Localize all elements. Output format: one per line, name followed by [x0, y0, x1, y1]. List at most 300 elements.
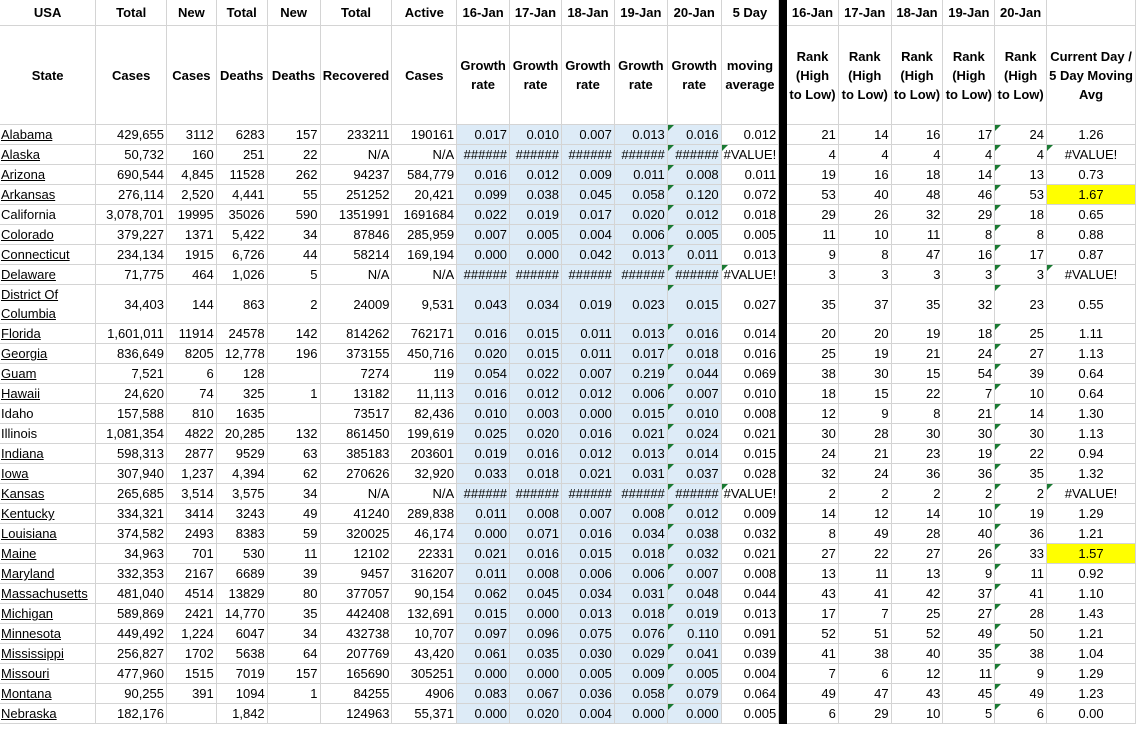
ratio-cell[interactable]: 0.65 [1047, 205, 1136, 225]
total-deaths-cell[interactable]: 251 [216, 145, 267, 165]
moving-average-cell[interactable]: 0.015 [721, 444, 779, 464]
growth-rate-cell[interactable]: 0.015 [510, 324, 562, 344]
ratio-cell[interactable]: 1.23 [1047, 684, 1136, 704]
growth-rate-cell[interactable]: ###### [457, 145, 510, 165]
growth-rate-cell[interactable]: 0.005 [510, 225, 562, 245]
growth-rate-cell[interactable]: 0.013 [614, 245, 667, 265]
growth-rate-cell[interactable]: 0.058 [614, 185, 667, 205]
total-cases-cell[interactable]: 836,649 [96, 344, 167, 364]
rank-cell[interactable]: 7 [838, 604, 891, 624]
rank-cell[interactable]: 25 [995, 324, 1047, 344]
rank-cell[interactable]: 8 [891, 404, 943, 424]
rank-cell[interactable]: 29 [787, 205, 839, 225]
total-cases-cell[interactable]: 182,176 [96, 704, 167, 724]
new-cases-cell[interactable]: 391 [167, 684, 217, 704]
rank-cell[interactable]: 51 [838, 624, 891, 644]
rank-cell[interactable]: 6 [787, 704, 839, 724]
total-cases-cell[interactable]: 1,601,011 [96, 324, 167, 344]
ratio-cell[interactable]: #VALUE! [1047, 484, 1136, 504]
rank-cell[interactable]: 13 [995, 165, 1047, 185]
new-deaths-cell[interactable] [267, 364, 320, 384]
active-cases-cell[interactable]: 55,371 [392, 704, 457, 724]
growth-rate-cell[interactable]: 0.020 [510, 424, 562, 444]
total-deaths-cell[interactable]: 4,394 [216, 464, 267, 484]
rank-17jan-header[interactable]: Rank (High to Low) [838, 26, 891, 125]
new-cases-cell[interactable]: 1915 [167, 245, 217, 265]
total-cases-cell[interactable]: 256,827 [96, 644, 167, 664]
rank-cell[interactable]: 28 [838, 424, 891, 444]
ratio-cell[interactable]: 0.64 [1047, 384, 1136, 404]
growth-rate-cell[interactable]: ###### [510, 145, 562, 165]
rank-cell[interactable]: 7 [787, 664, 839, 684]
active-cases-cell[interactable]: N/A [392, 484, 457, 504]
total-cases-cell[interactable]: 477,960 [96, 664, 167, 684]
rank-cell[interactable]: 33 [995, 544, 1047, 564]
new-cases-header[interactable]: Cases [167, 26, 217, 125]
growth-rate-cell[interactable]: 0.015 [614, 404, 667, 424]
rank-cell[interactable]: 9 [838, 404, 891, 424]
total-recovered-header[interactable]: Recovered [320, 26, 392, 125]
growth-16jan-header[interactable]: 16-Jan [457, 0, 510, 26]
rank-cell[interactable]: 2 [891, 484, 943, 504]
moving-average-cell[interactable]: 0.014 [721, 324, 779, 344]
rank-cell[interactable]: 7 [943, 384, 995, 404]
rank-cell[interactable]: 16 [943, 245, 995, 265]
growth-rate-cell[interactable]: 0.007 [667, 384, 721, 404]
rank-16jan-header[interactable]: Rank (High to Low) [787, 26, 839, 125]
growth-rate-cell[interactable]: 0.024 [667, 424, 721, 444]
ratio-cell[interactable]: 1.57 [1047, 544, 1136, 564]
growth-rate-cell[interactable]: 0.120 [667, 185, 721, 205]
growth-rate-cell[interactable]: 0.007 [667, 564, 721, 584]
new-deaths-cell[interactable]: 11 [267, 544, 320, 564]
growth-rate-cell[interactable]: ###### [614, 265, 667, 285]
new-cases-cell[interactable]: 701 [167, 544, 217, 564]
state-cell[interactable]: Mississippi [0, 644, 96, 664]
rank-cell[interactable]: 11 [838, 564, 891, 584]
growth-rate-cell[interactable]: 0.017 [561, 205, 614, 225]
rank-cell[interactable]: 32 [891, 205, 943, 225]
total-deaths-cell[interactable]: 1,842 [216, 704, 267, 724]
moving-average-cell[interactable]: 0.005 [721, 704, 779, 724]
active-cases-cell[interactable]: N/A [392, 145, 457, 165]
growth-rate-cell[interactable]: 0.021 [614, 424, 667, 444]
rank-cell[interactable]: 35 [943, 644, 995, 664]
active-cases-cell[interactable]: 584,779 [392, 165, 457, 185]
rank-cell[interactable]: 35 [891, 285, 943, 324]
growth-rate-cell[interactable]: 0.021 [561, 464, 614, 484]
new-deaths-cell[interactable]: 132 [267, 424, 320, 444]
recovered-cell[interactable]: N/A [320, 265, 392, 285]
growth-17jan-header[interactable]: 17-Jan [510, 0, 562, 26]
rank-cell[interactable]: 21 [943, 404, 995, 424]
total-cases-cell[interactable]: 307,940 [96, 464, 167, 484]
growth-rate-cell[interactable]: 0.012 [561, 444, 614, 464]
growth-rate-cell[interactable]: 0.009 [614, 664, 667, 684]
growth-rate-cell[interactable]: 0.045 [561, 185, 614, 205]
total-deaths-cell[interactable]: 3,575 [216, 484, 267, 504]
growth-rate-cell[interactable]: 0.000 [561, 404, 614, 424]
rank-cell[interactable]: 53 [995, 185, 1047, 205]
rank-cell[interactable]: 12 [838, 504, 891, 524]
rank-cell[interactable]: 50 [995, 624, 1047, 644]
growth-rate-cell[interactable]: 0.018 [667, 344, 721, 364]
total-deaths-cell[interactable]: 13829 [216, 584, 267, 604]
growth-rate-cell[interactable]: 0.012 [667, 504, 721, 524]
growth-rate-cell[interactable]: 0.034 [561, 584, 614, 604]
growth-rate-cell[interactable]: 0.013 [614, 444, 667, 464]
growth-rate-cell[interactable]: 0.016 [667, 324, 721, 344]
growth-rate-cell[interactable]: 0.003 [510, 404, 562, 424]
growth-rate-cell[interactable]: 0.038 [510, 185, 562, 205]
growth-rate-cell[interactable]: ###### [457, 265, 510, 285]
recovered-cell[interactable]: 58214 [320, 245, 392, 265]
growth-rate-cell[interactable]: 0.000 [510, 604, 562, 624]
growth-20jan-header[interactable]: 20-Jan [667, 0, 721, 26]
state-cell[interactable]: Illinois [0, 424, 96, 444]
growth-rate-cell[interactable]: 0.005 [561, 664, 614, 684]
rank-cell[interactable]: 38 [787, 364, 839, 384]
growth-rate-cell[interactable]: 0.007 [561, 125, 614, 145]
rank-cell[interactable]: 18 [891, 165, 943, 185]
growth-rate-cell[interactable]: 0.058 [614, 684, 667, 704]
active-cases-cell[interactable]: 762171 [392, 324, 457, 344]
rank-cell[interactable]: 3 [891, 265, 943, 285]
rank-cell[interactable]: 36 [943, 464, 995, 484]
rank-cell[interactable]: 11 [891, 225, 943, 245]
growth-rate-cell[interactable]: 0.110 [667, 624, 721, 644]
new-deaths-cell[interactable] [267, 704, 320, 724]
growth-rate-cell[interactable]: 0.021 [457, 544, 510, 564]
total-cases-cell[interactable]: 332,353 [96, 564, 167, 584]
moving-average-cell[interactable]: 0.008 [721, 404, 779, 424]
recovered-cell[interactable]: N/A [320, 484, 392, 504]
rank-cell[interactable]: 37 [943, 584, 995, 604]
growth-rate-cell[interactable]: 0.006 [614, 564, 667, 584]
growth-rate-cell[interactable]: 0.018 [510, 464, 562, 484]
rank-cell[interactable]: 29 [838, 704, 891, 724]
recovered-cell[interactable]: 73517 [320, 404, 392, 424]
growth-rate-cell[interactable]: 0.006 [561, 564, 614, 584]
ratio-cell[interactable]: 0.94 [1047, 444, 1136, 464]
rank-cell[interactable]: 3 [838, 265, 891, 285]
new-cases-cell[interactable]: 6 [167, 364, 217, 384]
rank-cell[interactable]: 3 [943, 265, 995, 285]
recovered-cell[interactable]: 124963 [320, 704, 392, 724]
new-deaths-cell[interactable]: 59 [267, 524, 320, 544]
growth-rate-cell[interactable]: 0.016 [457, 165, 510, 185]
recovered-cell[interactable]: 24009 [320, 285, 392, 324]
ratio-cell[interactable]: 0.00 [1047, 704, 1136, 724]
rank-cell[interactable]: 53 [787, 185, 839, 205]
total-cases-cell[interactable]: 374,582 [96, 524, 167, 544]
rank-cell[interactable]: 49 [943, 624, 995, 644]
growth-rate-cell[interactable]: 0.015 [457, 604, 510, 624]
new-deaths-cell[interactable]: 63 [267, 444, 320, 464]
growth-rate-cell[interactable]: 0.016 [510, 444, 562, 464]
rank-cell[interactable]: 3 [995, 265, 1047, 285]
state-cell[interactable]: Michigan [0, 604, 96, 624]
growth-rate-cell[interactable]: 0.008 [667, 165, 721, 185]
rank-cell[interactable]: 12 [787, 404, 839, 424]
total-cases-cell[interactable]: 449,492 [96, 624, 167, 644]
rank-cell[interactable]: 4 [891, 145, 943, 165]
growth-rate-cell[interactable]: 0.022 [510, 364, 562, 384]
new-cases-header[interactable]: New [167, 0, 217, 26]
growth-rate-cell[interactable]: 0.000 [457, 524, 510, 544]
total-deaths-cell[interactable]: 6047 [216, 624, 267, 644]
recovered-cell[interactable]: 13182 [320, 384, 392, 404]
rank-cell[interactable]: 2 [838, 484, 891, 504]
moving-average-cell[interactable]: 0.072 [721, 185, 779, 205]
growth-rate-cell[interactable]: 0.096 [510, 624, 562, 644]
growth-rate-cell[interactable]: 0.031 [614, 464, 667, 484]
new-cases-cell[interactable]: 2877 [167, 444, 217, 464]
growth-rate-cell[interactable]: 0.000 [457, 704, 510, 724]
total-cases-cell[interactable]: 481,040 [96, 584, 167, 604]
rank-cell[interactable]: 48 [891, 185, 943, 205]
recovered-cell[interactable]: 861450 [320, 424, 392, 444]
rank-cell[interactable]: 41 [995, 584, 1047, 604]
growth-rate-cell[interactable]: 0.008 [510, 564, 562, 584]
state-cell[interactable]: Connecticut [0, 245, 96, 265]
rank-20jan-header[interactable]: 20-Jan [995, 0, 1047, 26]
rank-cell[interactable]: 24 [943, 344, 995, 364]
new-deaths-cell[interactable]: 157 [267, 125, 320, 145]
total-cases-cell[interactable]: 3,078,701 [96, 205, 167, 225]
growth-rate-cell[interactable]: 0.020 [510, 704, 562, 724]
rank-cell[interactable]: 40 [943, 524, 995, 544]
moving-average-cell[interactable]: 0.021 [721, 424, 779, 444]
growth-rate-cell[interactable]: 0.000 [614, 704, 667, 724]
rank-16jan-header[interactable]: 16-Jan [787, 0, 839, 26]
growth-rate-cell[interactable]: ###### [667, 265, 721, 285]
new-deaths-cell[interactable]: 5 [267, 265, 320, 285]
recovered-cell[interactable]: 1351991 [320, 205, 392, 225]
ratio-cell[interactable]: #VALUE! [1047, 145, 1136, 165]
ratio-cell[interactable]: #VALUE! [1047, 265, 1136, 285]
growth-rate-cell[interactable]: 0.010 [510, 125, 562, 145]
total-deaths-cell[interactable]: 5,422 [216, 225, 267, 245]
growth-rate-cell[interactable]: ###### [457, 484, 510, 504]
growth-rate-cell[interactable]: 0.067 [510, 684, 562, 704]
rank-cell[interactable]: 41 [838, 584, 891, 604]
state-cell[interactable]: Kentucky [0, 504, 96, 524]
growth-20jan-header[interactable]: Growth rate [667, 26, 721, 125]
recovered-cell[interactable]: 41240 [320, 504, 392, 524]
rank-cell[interactable]: 8 [838, 245, 891, 265]
ratio-cell[interactable]: 1.04 [1047, 644, 1136, 664]
recovered-cell[interactable]: 320025 [320, 524, 392, 544]
growth-rate-cell[interactable]: 0.042 [561, 245, 614, 265]
growth-rate-cell[interactable]: ###### [561, 484, 614, 504]
new-deaths-cell[interactable]: 157 [267, 664, 320, 684]
new-deaths-cell[interactable]: 44 [267, 245, 320, 265]
rank-cell[interactable]: 8 [943, 225, 995, 245]
state-cell[interactable]: Louisiana [0, 524, 96, 544]
growth-rate-cell[interactable]: ###### [510, 265, 562, 285]
total-cases-cell[interactable]: 265,685 [96, 484, 167, 504]
rank-cell[interactable]: 4 [838, 145, 891, 165]
total-cases-cell[interactable]: 598,313 [96, 444, 167, 464]
growth-rate-cell[interactable]: 0.015 [667, 285, 721, 324]
growth-rate-cell[interactable]: 0.017 [457, 125, 510, 145]
active-cases-cell[interactable]: 22331 [392, 544, 457, 564]
state-cell[interactable]: Idaho [0, 404, 96, 424]
new-cases-cell[interactable]: 2421 [167, 604, 217, 624]
moving-average-cell[interactable]: 0.009 [721, 504, 779, 524]
rank-cell[interactable]: 6 [838, 664, 891, 684]
growth-rate-cell[interactable]: 0.016 [510, 544, 562, 564]
new-deaths-cell[interactable]: 22 [267, 145, 320, 165]
active-cases-cell[interactable]: 90,154 [392, 584, 457, 604]
total-deaths-cell[interactable]: 1,026 [216, 265, 267, 285]
moving-average-cell[interactable]: 0.013 [721, 245, 779, 265]
total-cases-cell[interactable]: 276,114 [96, 185, 167, 205]
rank-cell[interactable]: 19 [995, 504, 1047, 524]
total-deaths-cell[interactable]: 3243 [216, 504, 267, 524]
rank-cell[interactable]: 24 [995, 125, 1047, 145]
growth-rate-cell[interactable]: 0.044 [667, 364, 721, 384]
rank-cell[interactable]: 15 [891, 364, 943, 384]
ratio-cell[interactable]: 0.92 [1047, 564, 1136, 584]
rank-cell[interactable]: 16 [891, 125, 943, 145]
growth-rate-cell[interactable]: 0.016 [561, 424, 614, 444]
total-deaths-cell[interactable]: 6283 [216, 125, 267, 145]
rank-18jan-header[interactable]: 18-Jan [891, 0, 943, 26]
growth-rate-cell[interactable]: 0.019 [457, 444, 510, 464]
new-cases-cell[interactable]: 810 [167, 404, 217, 424]
growth-rate-cell[interactable]: ###### [614, 145, 667, 165]
total-deaths-cell[interactable]: 9529 [216, 444, 267, 464]
rank-cell[interactable]: 24 [838, 464, 891, 484]
rank-cell[interactable]: 2 [787, 484, 839, 504]
recovered-cell[interactable]: 87846 [320, 225, 392, 245]
rank-cell[interactable]: 41 [787, 644, 839, 664]
ratio-cell[interactable]: 1.29 [1047, 664, 1136, 684]
growth-rate-cell[interactable]: 0.020 [614, 205, 667, 225]
total-cases-cell[interactable]: 90,255 [96, 684, 167, 704]
rank-cell[interactable]: 9 [787, 245, 839, 265]
rank-cell[interactable]: 27 [995, 344, 1047, 364]
state-cell[interactable]: Georgia [0, 344, 96, 364]
new-cases-cell[interactable]: 2,520 [167, 185, 217, 205]
rank-cell[interactable]: 26 [838, 205, 891, 225]
growth-rate-cell[interactable]: 0.011 [561, 344, 614, 364]
total-deaths-cell[interactable]: 128 [216, 364, 267, 384]
growth-17jan-header[interactable]: Growth rate [510, 26, 562, 125]
rank-cell[interactable]: 35 [995, 464, 1047, 484]
rank-cell[interactable]: 2 [995, 484, 1047, 504]
state-cell[interactable]: Nebraska [0, 704, 96, 724]
active-cases-cell[interactable]: 11,113 [392, 384, 457, 404]
moving-average-cell[interactable]: 0.013 [721, 604, 779, 624]
moving-average-cell[interactable]: 0.028 [721, 464, 779, 484]
state-cell[interactable]: California [0, 205, 96, 225]
rank-cell[interactable]: 43 [891, 684, 943, 704]
growth-rate-cell[interactable]: 0.038 [667, 524, 721, 544]
ratio-cell[interactable]: 0.73 [1047, 165, 1136, 185]
growth-rate-cell[interactable]: 0.008 [510, 504, 562, 524]
rank-18jan-header[interactable]: Rank (High to Low) [891, 26, 943, 125]
active-cases-header[interactable]: Cases [392, 26, 457, 125]
rank-cell[interactable]: 11 [787, 225, 839, 245]
rank-cell[interactable]: 10 [995, 384, 1047, 404]
usa-header[interactable]: State [0, 26, 96, 125]
new-deaths-cell[interactable]: 590 [267, 205, 320, 225]
total-cases-header[interactable]: Cases [96, 26, 167, 125]
recovered-cell[interactable]: 432738 [320, 624, 392, 644]
growth-rate-cell[interactable]: 0.008 [614, 504, 667, 524]
state-cell[interactable]: Maryland [0, 564, 96, 584]
new-cases-cell[interactable]: 8205 [167, 344, 217, 364]
new-cases-cell[interactable]: 1371 [167, 225, 217, 245]
rank-cell[interactable]: 40 [838, 185, 891, 205]
state-cell[interactable]: Delaware [0, 265, 96, 285]
new-deaths-cell[interactable]: 2 [267, 285, 320, 324]
rank-cell[interactable]: 46 [943, 185, 995, 205]
active-cases-cell[interactable]: 199,619 [392, 424, 457, 444]
rank-cell[interactable]: 25 [891, 604, 943, 624]
rank-cell[interactable]: 40 [891, 644, 943, 664]
ratio-cell[interactable]: 1.21 [1047, 524, 1136, 544]
new-cases-cell[interactable]: 19995 [167, 205, 217, 225]
recovered-cell[interactable]: 165690 [320, 664, 392, 684]
moving-average-cell[interactable]: 0.008 [721, 564, 779, 584]
ratio-cell[interactable]: 1.11 [1047, 324, 1136, 344]
new-deaths-header[interactable]: New [267, 0, 320, 26]
rank-cell[interactable]: 29 [943, 205, 995, 225]
total-deaths-cell[interactable]: 1094 [216, 684, 267, 704]
rank-cell[interactable]: 21 [787, 125, 839, 145]
total-cases-cell[interactable]: 334,321 [96, 504, 167, 524]
state-cell[interactable]: Massachusetts [0, 584, 96, 604]
new-deaths-cell[interactable]: 62 [267, 464, 320, 484]
growth-rate-cell[interactable]: 0.006 [614, 384, 667, 404]
rank-cell[interactable]: 24 [787, 444, 839, 464]
moving-average-cell[interactable]: 0.032 [721, 524, 779, 544]
ratio-cell[interactable]: 0.88 [1047, 225, 1136, 245]
moving-average-header[interactable]: moving average [721, 26, 779, 125]
active-cases-cell[interactable]: 289,838 [392, 504, 457, 524]
active-cases-cell[interactable]: 10,707 [392, 624, 457, 644]
new-deaths-cell[interactable]: 80 [267, 584, 320, 604]
rank-cell[interactable]: 42 [891, 584, 943, 604]
total-cases-cell[interactable]: 50,732 [96, 145, 167, 165]
ratio-cell[interactable]: 1.43 [1047, 604, 1136, 624]
state-cell[interactable]: Hawaii [0, 384, 96, 404]
total-deaths-header[interactable]: Total [216, 0, 267, 26]
growth-rate-cell[interactable]: 0.016 [667, 125, 721, 145]
active-cases-cell[interactable]: 169,194 [392, 245, 457, 265]
growth-rate-cell[interactable]: 0.035 [510, 644, 562, 664]
total-deaths-cell[interactable]: 325 [216, 384, 267, 404]
rank-cell[interactable]: 14 [995, 404, 1047, 424]
rank-cell[interactable]: 47 [891, 245, 943, 265]
rank-cell[interactable]: 2 [943, 484, 995, 504]
rank-cell[interactable]: 28 [891, 524, 943, 544]
rank-cell[interactable]: 4 [943, 145, 995, 165]
rank-19jan-header[interactable]: 19-Jan [943, 0, 995, 26]
moving-average-cell[interactable]: 0.044 [721, 584, 779, 604]
growth-rate-cell[interactable]: 0.005 [667, 225, 721, 245]
rank-cell[interactable]: 37 [838, 285, 891, 324]
rank-cell[interactable]: 38 [995, 644, 1047, 664]
ratio-cell[interactable]: 0.64 [1047, 364, 1136, 384]
growth-rate-cell[interactable]: 0.010 [457, 404, 510, 424]
rank-cell[interactable]: 8 [995, 225, 1047, 245]
new-cases-cell[interactable]: 1,224 [167, 624, 217, 644]
